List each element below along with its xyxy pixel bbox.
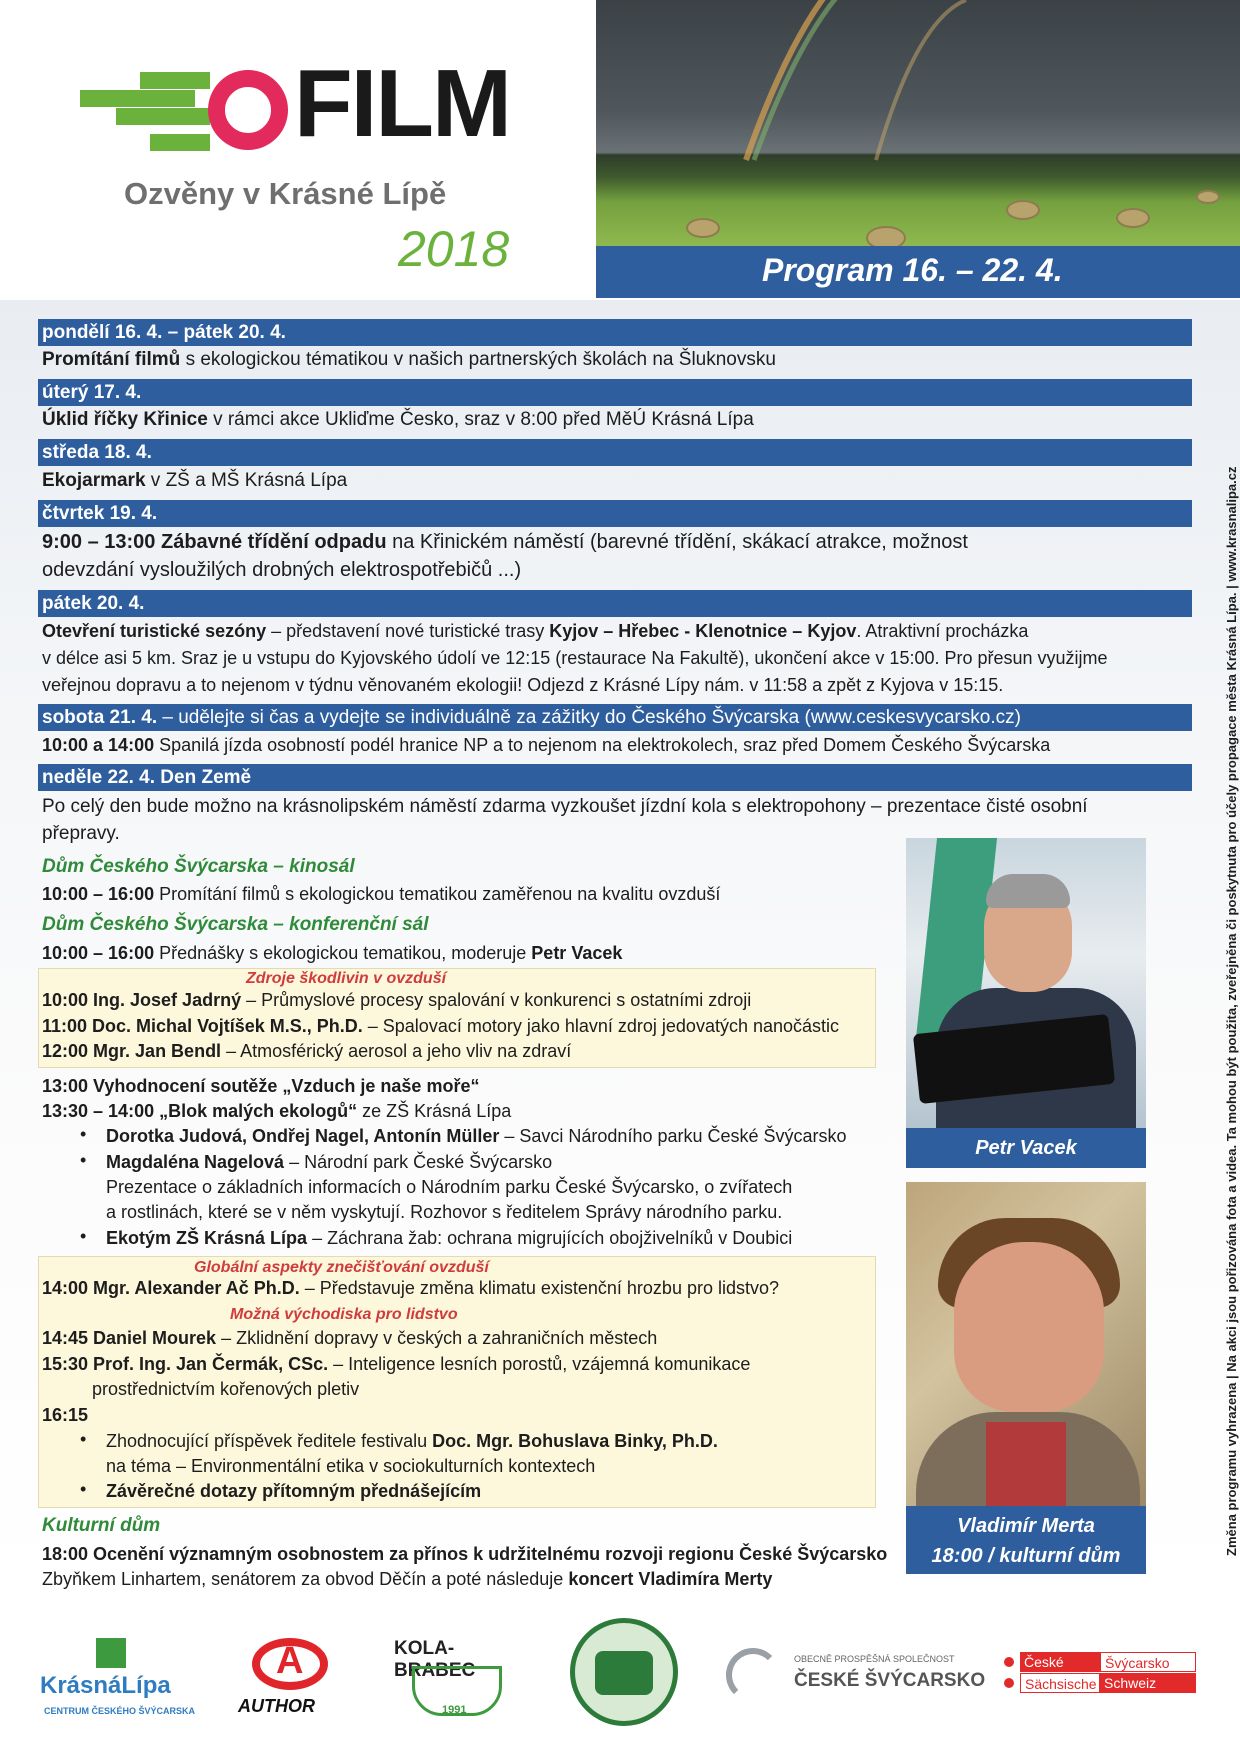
logo-pink-o — [208, 70, 288, 150]
presentation-topic: – Savci Národního parku České Švýcarsko — [499, 1126, 847, 1146]
logo-cell: Švýcarsko — [1100, 1652, 1196, 1672]
moderator-name: Petr Vacek — [531, 943, 623, 963]
presenter-names: Ekotým ZŠ Krásná Lípa — [106, 1228, 308, 1248]
festival-year: 2018 — [398, 221, 510, 277]
logo-text: KOLA-BRABEC — [394, 1638, 476, 1681]
vladimir-merta-photo — [906, 1182, 1146, 1506]
ceske-svycarsko-saechsische-schweiz-logo — [1004, 1652, 1200, 1696]
lecture-speaker: 15:30 Prof. Ing. Jan Čermák, CSc. — [42, 1354, 329, 1374]
presentation-topic: – Záchrana žab: ochrana migrujících obojživelníků v Doubici — [307, 1228, 793, 1248]
event-text: . Atraktivní procházka — [856, 621, 1029, 641]
bullet: • — [80, 1124, 87, 1144]
contest-line — [42, 1074, 479, 1099]
lecture-line — [42, 988, 751, 1013]
logo-text: ČESKÉ ŠVÝCARSKO — [794, 1670, 986, 1691]
day1-line — [42, 347, 776, 372]
kids-item — [106, 1150, 552, 1175]
lecture-line — [42, 1352, 750, 1377]
day-header-text: pátek 20. 4. — [42, 593, 145, 614]
lecture-topic: – Představuje změna klimatu existenční hrozbu pro lidstvo? — [299, 1278, 780, 1298]
lecture-topic: – Atmosférický aerosol a jeho vliv na zdraví — [221, 1041, 572, 1061]
lecture-speaker: 11:00 Doc. Michal Vojtíšek M.S., Ph.D. — [42, 1016, 363, 1036]
trail-name: Kyjov – Hřebec - Klenotnice – Kyjov — [549, 621, 857, 641]
lecture-line-cont: prostřednictvím kořenových pletiv — [92, 1379, 360, 1399]
logo-text: FILM — [294, 50, 510, 157]
event-title: 13:30 – 14:00 „Blok malých ekologů“ — [42, 1101, 358, 1121]
lecture-speaker: 14:45 Daniel Mourek — [42, 1328, 217, 1348]
event-text: v délce asi 5 km. Sraz je u vstupu do Kyjovského údolí ve 12:15 (restaurace Na Fakultě), ukončení akce v 15:00. Pro přesun využijme — [42, 648, 1108, 668]
day5-line1 — [42, 619, 1028, 644]
closing-time — [42, 1403, 88, 1428]
author-logo: A AUTHOR — [230, 1638, 350, 1718]
venue-kulturni-dum: Kulturní dům — [42, 1515, 161, 1536]
section-title-vychodiska: Možná východiska pro lidstvo — [230, 1306, 458, 1323]
lecture-line — [42, 1014, 839, 1039]
krasna-lipa-logo — [40, 1638, 196, 1718]
lecture-topic: – Spalovací motory jako hlavní zdroj jedovatých nanočástic — [362, 1016, 840, 1036]
event-title: 9:00 – 13:00 Zábavné třídění odpadu — [42, 531, 387, 553]
event-title: 18:00 Ocenění významným osobnostem za přínos k udržitelnému rozvoji regionu České Švýcarsko — [42, 1544, 888, 1564]
event-text: na Křinickém náměstí (barevné třídění, skákací atrakce, možnost — [386, 531, 968, 553]
arc-icon — [726, 1648, 780, 1702]
event-time: 10:00 a 14:00 — [42, 735, 155, 755]
day-header-text: čtvrtek 19. 4. — [42, 503, 158, 524]
program-title-bar — [596, 246, 1240, 298]
award-line — [42, 1542, 887, 1567]
event-title: Otevření turistické sezóny — [42, 621, 267, 641]
day-header-wed — [38, 439, 1192, 466]
event-text: odevzdání vysloužilých drobných elektrospotřebičů ...) — [42, 559, 522, 581]
day-header-tue — [38, 379, 1192, 406]
konferencni-line — [42, 941, 622, 966]
lecture-topic: – Inteligence lesních porostů, vzájemná komunikace — [328, 1354, 751, 1374]
kids-item-desc: a rostlinách, které se v něm vyskytují. Rozhovor s ředitelem Správy národního parku. — [106, 1202, 783, 1222]
day-header-sun — [38, 764, 1192, 791]
event-text: v rámci akce Ukliďme Česko, sraz v 8:00 před MěÚ Krásná Lípa — [207, 409, 754, 430]
event-text: Přednášky s ekologickou tematikou, moderuje — [154, 943, 532, 963]
presentation-topic: – Národní park České Švýcarsko — [284, 1152, 553, 1172]
event-time: 10:00 – 16:00 — [42, 943, 155, 963]
day7-line1 — [42, 794, 1088, 819]
lecture-line — [42, 1326, 657, 1351]
lecture-speaker: 12:00 Mgr. Jan Bendl — [42, 1041, 222, 1061]
closing-text: Zhodnocující příspěvek ředitele festivalu — [106, 1431, 433, 1451]
day-header-text: středa 18. 4. — [42, 442, 152, 463]
rainbow-landscape-photo — [596, 0, 1240, 246]
logo-cell: Schweiz — [1100, 1673, 1196, 1693]
caption-name: Vladimír Merta — [957, 1515, 1095, 1537]
event-title: Ekojarmark — [42, 470, 146, 491]
kids-item — [106, 1124, 847, 1149]
presenter-names: Dorotka Judová, Ondřej Nagel, Antonín Müller — [106, 1126, 500, 1146]
day-header-text: úterý 17. 4. — [42, 382, 142, 403]
bullet: • — [80, 1429, 87, 1449]
closing-item — [106, 1429, 718, 1454]
event-text: Promítání filmů s ekologickou tematikou zaměřenou na kvalitu ovzduší — [154, 884, 721, 904]
event-title: Promítání filmů — [42, 349, 181, 370]
award-line2 — [42, 1567, 772, 1592]
ekofilm-logo — [80, 50, 520, 162]
event-text: v ZŠ a MŠ Krásná Lípa — [145, 470, 348, 491]
section-title-zdroje: Zdroje škodlivin v ovzduší — [246, 970, 447, 987]
lecture-speaker: 10:00 Ing. Josef Jadrný — [42, 990, 242, 1010]
festival-subtitle: Ozvěny v Krásné Lípě — [124, 176, 447, 211]
kola-brabec-logo — [392, 1638, 524, 1728]
kids-block-line — [42, 1099, 511, 1124]
lecture-line — [42, 1039, 571, 1064]
concert-name: koncert Vladimíra Merty — [568, 1569, 773, 1589]
event-text: veřejnou dopravu a to nejenom v týdnu věnovaném ekologii! Odjezd z Krásné Lípy nám. v 11:58 a zpět z Kyjova v 15:15. — [42, 675, 1004, 695]
day4-line2 — [42, 558, 521, 583]
day3-line — [42, 468, 347, 493]
bullet: • — [80, 1479, 87, 1499]
logo-year: 1991 — [442, 1704, 467, 1716]
event-time: 16:15 — [42, 1405, 89, 1425]
logo-green-bars — [80, 72, 210, 152]
lecture-speaker: 14:00 Mgr. Alexander Ač Ph.D. — [42, 1278, 300, 1298]
venue-kinosal: Dům Českého Švýcarska – kinosál — [42, 856, 355, 877]
lecture-line — [42, 1276, 779, 1301]
photo-caption-vacek: Petr Vacek — [906, 1128, 1146, 1168]
presenter-names: Magdaléna Nagelová — [106, 1152, 285, 1172]
event-time: 10:00 – 16:00 — [42, 884, 155, 904]
event-text: Po celý den bude možno na krásnolipském náměstí zdarma vyzkoušet jízdní kola s elektropohony – prezentace čisté osobní — [42, 796, 1088, 817]
event-text: – představení nové turistické trasy — [266, 621, 550, 641]
logo-subtext: CENTRUM ČESKÉHO ŠVÝCARSKA — [44, 1706, 196, 1716]
vertical-disclaimer: Změna programu vyhrazena | Na akci jsou pořizována fota a videa. Ta mohou být použita, zveřejněna či poskytnuta pro účely propagace města Krásná Lípa. | www.krasnalipa.cz — [1224, 466, 1239, 1556]
event-title: 13:00 Vyhodnocení soutěže „Vzduch je naše moře“ — [42, 1076, 480, 1096]
bullet: • — [80, 1226, 87, 1246]
day-header-text: sobota 21. 4. — [42, 707, 158, 728]
day7-line2 — [42, 821, 120, 846]
event-text: přepravy. — [42, 823, 120, 844]
caption-time-place: 18:00 / kulturní dům — [931, 1545, 1121, 1567]
national-park-seal-icon — [570, 1618, 678, 1726]
kids-item-desc: Prezentace o základních informacích o Národním parku České Švýcarsko, o zvířatech — [106, 1177, 793, 1197]
program-dates: Program 16. – 22. 4. — [762, 252, 1063, 288]
kinosal-line — [42, 882, 720, 907]
photo-caption-merta — [906, 1506, 1146, 1574]
event-text: Spanilá jízda osobností podél hranice NP a to nejenom na elektrokolech, sraz před Domem Českého Švýcarska — [154, 735, 1051, 755]
venue-konferencni-sal: Dům Českého Švýcarska – konferenční sál — [42, 914, 429, 935]
leaf-icon — [96, 1638, 126, 1668]
closing-item — [106, 1479, 481, 1504]
section-title-global: Globální aspekty znečišťování ovzduší — [194, 1259, 489, 1276]
day2-line — [42, 407, 754, 432]
day-header-note: – udělejte si čas a vydejte se individuálně za zážitky do Českého Švýcarska (www.ceskesvycarsko.cz) — [157, 707, 1021, 728]
lecture-topic: – Průmyslové procesy spalování v konkurenci s ostatními zdroji — [241, 990, 752, 1010]
director-name: Doc. Mgr. Bohuslava Binky, Ph.D. — [432, 1431, 718, 1451]
day-header-sat — [38, 704, 1192, 731]
petr-vacek-photo — [906, 838, 1146, 1128]
day-header-thu — [38, 500, 1192, 527]
bullet: • — [80, 1150, 87, 1170]
event-title: Úklid říčky Křinice — [42, 409, 208, 430]
lecture-topic: – Zklidnění dopravy v českých a zahraničních městech — [216, 1328, 658, 1348]
day6-line — [42, 733, 1050, 758]
event-text: Zbyňkem Linhartem, senátorem za obvod Děčín a poté následuje — [42, 1569, 569, 1589]
day5-line2 — [42, 646, 1108, 671]
kids-item — [106, 1226, 792, 1251]
logo-cell: Sächsische — [1020, 1673, 1100, 1693]
day-header-mon-fri — [38, 319, 1192, 346]
logo-subtext: OBECNĚ PROSPĚŠNÁ SPOLEČNOST — [794, 1654, 955, 1664]
logo-text: KrásnáLípa — [40, 1672, 171, 1699]
logo-text: AUTHOR — [238, 1696, 315, 1716]
event-text: ze ZŠ Krásná Lípa — [357, 1101, 512, 1121]
day5-line3 — [42, 673, 1003, 698]
ops-ceske-svycarsko-logo — [726, 1648, 986, 1708]
event-text: s ekologickou tématikou v našich partnerských školách na Šluknovsku — [180, 349, 776, 370]
logo-cell: České — [1020, 1652, 1100, 1672]
day4-line1 — [42, 530, 968, 555]
day-header-fri — [38, 590, 1192, 617]
day-header-text: neděle 22. 4. Den Země — [42, 767, 252, 788]
day-header-text: pondělí 16. 4. – pátek 20. 4. — [42, 322, 286, 343]
closing-item-desc: na téma – Environmentální etika v sociokulturních kontextech — [106, 1456, 596, 1476]
closing-text: Závěrečné dotazy přítomným přednášejícím — [106, 1481, 482, 1501]
